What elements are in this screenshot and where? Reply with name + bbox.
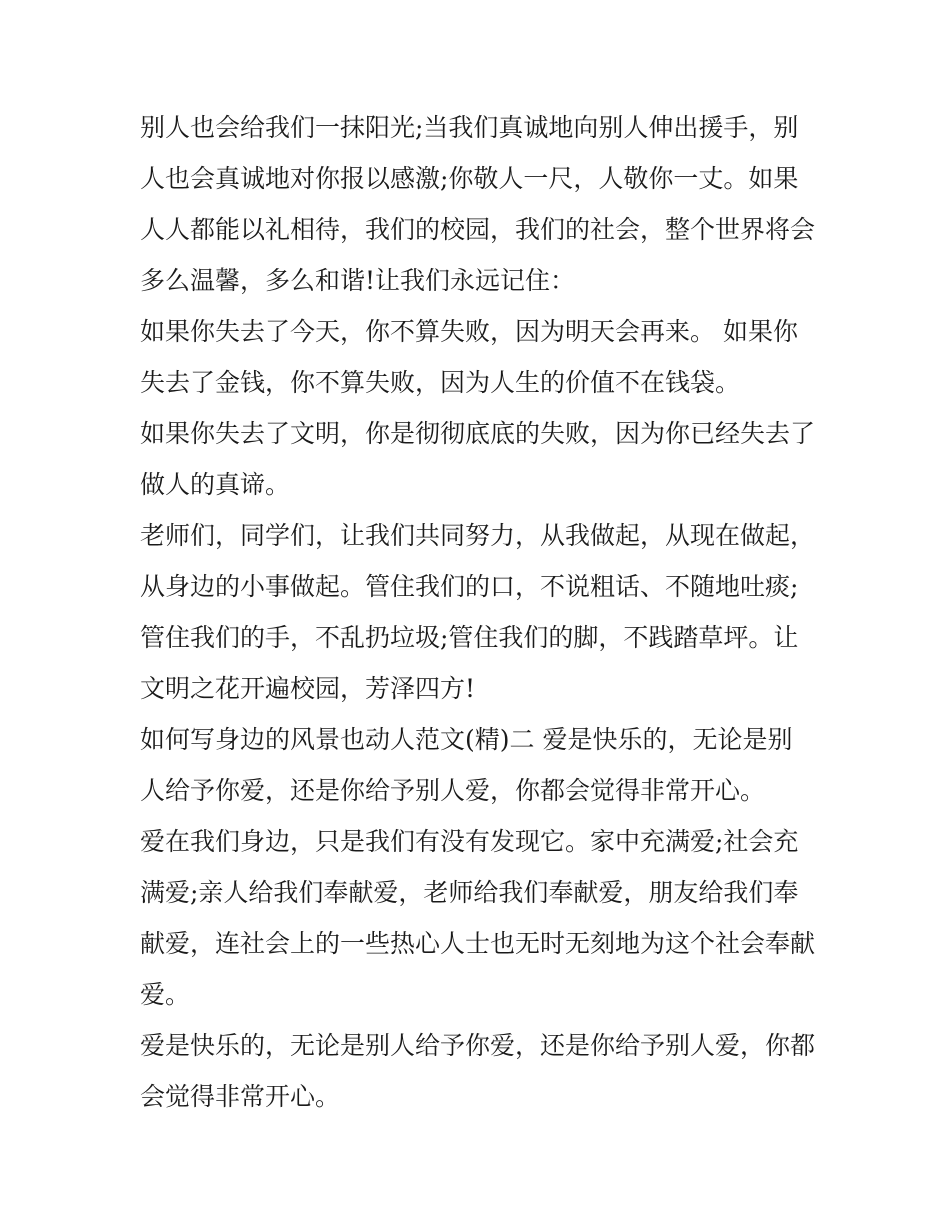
text-line: 管住我们的手，不乱扔垃圾;管住我们的脚，不践踏草坪。让 (140, 623, 799, 652)
text-line: 人也会真诚地对你报以感激;你敬人一尺，人敬你一丈。如果 (140, 164, 799, 193)
text-line: 如果你失去了今天，你不算失败，因为明天会再来。 如果你 (140, 317, 798, 346)
text-line: 爱是快乐的，无论是别人给予你爱，还是你给予别人爱，你都 (140, 1031, 816, 1060)
text-line: 人给予你爱，还是你给予别人爱，你都会觉得非常开心。 (140, 776, 766, 805)
text-line: 爱在我们身边，只是我们有没有发现它。家中充满爱;社会充 (140, 827, 799, 856)
text-line: 献爱，连社会上的一些热心人士也无时无刻地为这个社会奉献 (140, 929, 816, 958)
text-line: 满爱;亲人给我们奉献爱，老师给我们奉献爱，朋友给我们奉 (140, 878, 799, 907)
text-line: 如何写身边的风景也动人范文(精)二 爱是快乐的，无论是别 (140, 725, 793, 754)
text-line: 爱。 (140, 980, 191, 1009)
body-text (140, 102, 820, 1122)
text-line: 从身边的小事做起。管住我们的口，不说粗话、不随地吐痰; (140, 572, 799, 601)
text-line: 如果你失去了文明，你是彻彻底底的失败，因为你已经失去了 (140, 419, 816, 448)
text-line: 多么温馨，多么和谐!让我们永远记住： (140, 266, 576, 295)
text-line: 文明之花开遍校园，芳泽四方! (140, 674, 476, 703)
text-line: 老师们，同学们，让我们共同努力，从我做起，从现在做起， (140, 521, 816, 550)
text-line: 别人也会给我们一抹阳光;当我们真诚地向别人伸出援手，别 (140, 113, 799, 142)
text-line: 做人的真谛。 (140, 470, 291, 499)
text-line: 失去了金钱，你不算失败，因为人生的价值不在钱袋。 (140, 368, 741, 397)
text-line: 人人都能以礼相待，我们的校园，我们的社会，整个世界将会 (140, 215, 816, 244)
text-line: 会觉得非常开心。 (140, 1082, 341, 1111)
